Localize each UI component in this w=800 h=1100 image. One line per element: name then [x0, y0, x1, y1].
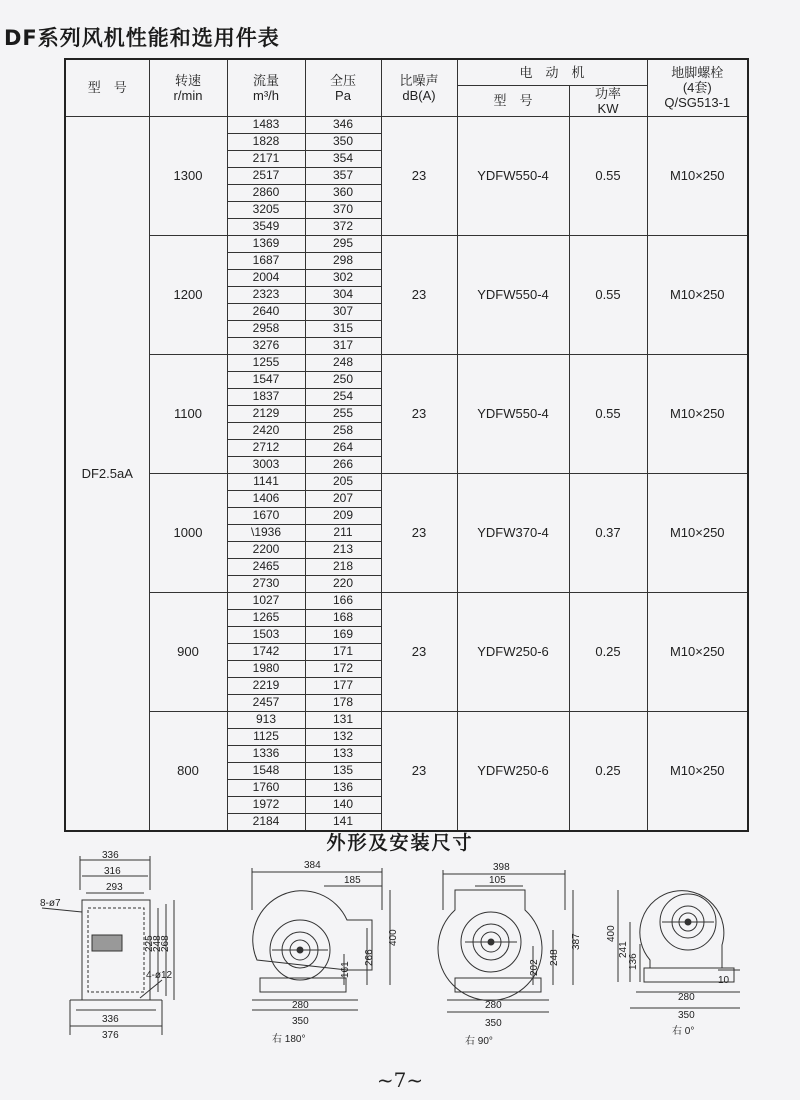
pressure-cell: 218 — [305, 558, 381, 575]
flow-cell: \1936 — [227, 524, 305, 541]
right-180-drawing — [232, 850, 407, 1050]
pressure-cell: 213 — [305, 541, 381, 558]
pressure-cell: 172 — [305, 660, 381, 677]
r180-dim-280: 280 — [292, 1000, 309, 1011]
pressure-cell: 178 — [305, 694, 381, 711]
noise-cell: 23 — [381, 711, 457, 831]
header-motor: 电 动 机 — [457, 59, 647, 85]
flow-cell: 3549 — [227, 218, 305, 235]
header-bolt: 地脚螺栓 (4套) Q/SG513-1 — [647, 59, 748, 116]
side-base-336: 336 — [102, 1014, 119, 1025]
pressure-cell: 207 — [305, 490, 381, 507]
bolt-cell: M10×250 — [647, 354, 748, 473]
header-pressure: 全压 Pa — [305, 59, 381, 116]
noise-cell: 23 — [381, 354, 457, 473]
flow-cell: 1547 — [227, 371, 305, 388]
speed-cell: 900 — [149, 592, 227, 711]
pressure-cell: 136 — [305, 779, 381, 796]
speed-cell: 1200 — [149, 235, 227, 354]
flow-cell: 1483 — [227, 116, 305, 133]
pressure-cell: 250 — [305, 371, 381, 388]
r0-dim-10: 10 — [718, 975, 730, 986]
pressure-cell: 205 — [305, 473, 381, 490]
header-power: 功率 KW — [569, 85, 647, 116]
speed-cell: 1300 — [149, 116, 227, 235]
flow-cell: 2420 — [227, 422, 305, 439]
table-row — [65, 354, 748, 371]
r180-dim-400: 400 — [388, 929, 399, 946]
flow-cell: 1972 — [227, 796, 305, 813]
pressure-cell: 248 — [305, 354, 381, 371]
flow-cell: 2171 — [227, 150, 305, 167]
flow-cell: 1760 — [227, 779, 305, 796]
r90-dim-350: 350 — [485, 1018, 502, 1029]
motor-model-cell: YDFW370-4 — [457, 473, 569, 592]
pressure-cell: 255 — [305, 405, 381, 422]
flow-cell: 913 — [227, 711, 305, 728]
flow-cell: 2712 — [227, 439, 305, 456]
flow-cell: 1336 — [227, 745, 305, 762]
flow-cell: 2958 — [227, 320, 305, 337]
r90-dim-280: 280 — [485, 1000, 502, 1011]
flow-cell: 2184 — [227, 813, 305, 831]
noise-cell: 23 — [381, 473, 457, 592]
performance-table-body — [65, 116, 748, 831]
side-holes-top: 8-ø7 — [40, 898, 61, 909]
speed-cell: 1100 — [149, 354, 227, 473]
power-cell: 0.25 — [569, 592, 647, 711]
flow-cell: 1687 — [227, 252, 305, 269]
flow-cell: 2465 — [227, 558, 305, 575]
noise-cell: 23 — [381, 592, 457, 711]
performance-table-wrap — [64, 58, 747, 832]
flow-cell: 1548 — [227, 762, 305, 779]
flow-cell: 1742 — [227, 643, 305, 660]
r180-caption: 右 180° — [272, 1034, 306, 1045]
pressure-cell: 133 — [305, 745, 381, 762]
pressure-cell: 177 — [305, 677, 381, 694]
pressure-cell: 264 — [305, 439, 381, 456]
r0-dim-400: 400 — [606, 925, 617, 942]
r0-dim-350: 350 — [678, 1010, 695, 1021]
pressure-cell: 295 — [305, 235, 381, 252]
pressure-cell: 171 — [305, 643, 381, 660]
pressure-cell: 317 — [305, 337, 381, 354]
power-cell: 0.37 — [569, 473, 647, 592]
pressure-cell: 132 — [305, 728, 381, 745]
r180-dim-266: 266 — [364, 949, 375, 966]
header-model: 型 号 — [65, 59, 149, 116]
r0-dim-280: 280 — [678, 992, 695, 1003]
flow-cell: 2457 — [227, 694, 305, 711]
table-row — [65, 473, 748, 490]
flow-cell: 1828 — [227, 133, 305, 150]
header-flow: 流量 m³/h — [227, 59, 305, 116]
speed-cell: 800 — [149, 711, 227, 831]
side-dim-336: 336 — [102, 850, 119, 861]
bolt-cell: M10×250 — [647, 711, 748, 831]
power-cell: 0.55 — [569, 235, 647, 354]
table-row — [65, 116, 748, 133]
pressure-cell: 266 — [305, 456, 381, 473]
flow-cell: 2517 — [227, 167, 305, 184]
side-dim-293: 293 — [106, 882, 123, 893]
speed-cell: 1000 — [149, 473, 227, 592]
pressure-cell: 354 — [305, 150, 381, 167]
drawing-title: 外形及安装尺寸 — [326, 832, 474, 854]
header-speed: 转速 r/min — [149, 59, 227, 116]
r90-dim-387: 387 — [571, 933, 582, 950]
motor-model-cell: YDFW550-4 — [457, 235, 569, 354]
motor-model-cell: YDFW550-4 — [457, 116, 569, 235]
flow-cell: 1027 — [227, 592, 305, 609]
flow-cell: 3205 — [227, 201, 305, 218]
r180-dim-185: 185 — [344, 875, 361, 886]
side-view-drawing — [40, 850, 215, 1050]
side-dim-248: 248 — [152, 935, 163, 952]
right-90-drawing — [425, 850, 590, 1050]
r180-dim-350: 350 — [292, 1016, 309, 1027]
pressure-cell: 315 — [305, 320, 381, 337]
r90-dim-202: 202 — [529, 959, 540, 976]
table-row — [65, 711, 748, 728]
page-title: DF系列风机性能和选用件表 — [4, 26, 280, 50]
pressure-cell: 211 — [305, 524, 381, 541]
r90-dim-248: 248 — [549, 949, 560, 966]
bolt-cell: M10×250 — [647, 235, 748, 354]
pressure-cell: 360 — [305, 184, 381, 201]
flow-cell: 2004 — [227, 269, 305, 286]
pressure-cell: 131 — [305, 711, 381, 728]
right-0-drawing — [600, 850, 765, 1050]
flow-cell: 1980 — [227, 660, 305, 677]
flow-cell: 1125 — [227, 728, 305, 745]
table-row — [65, 235, 748, 252]
pressure-cell: 346 — [305, 116, 381, 133]
r0-caption: 右 0° — [672, 1026, 695, 1037]
noise-cell: 23 — [381, 116, 457, 235]
pressure-cell: 258 — [305, 422, 381, 439]
bolt-cell: M10×250 — [647, 116, 748, 235]
side-holes-bottom: 4-ø12 — [146, 970, 173, 981]
power-cell: 0.55 — [569, 354, 647, 473]
header-motor-model: 型 号 — [457, 85, 569, 116]
pressure-cell: 169 — [305, 626, 381, 643]
flow-cell: 2323 — [227, 286, 305, 303]
r0-dim-241: 241 — [618, 941, 629, 958]
r180-dim-161: 161 — [340, 961, 351, 978]
table-row — [65, 592, 748, 609]
side-dim-268: 268 — [160, 935, 171, 952]
fan-model-cell: DF2.5aA — [65, 116, 149, 831]
motor-model-cell: YDFW250-6 — [457, 711, 569, 831]
flow-cell: 1503 — [227, 626, 305, 643]
pressure-cell: 168 — [305, 609, 381, 626]
flow-cell: 2219 — [227, 677, 305, 694]
flow-cell: 1141 — [227, 473, 305, 490]
motor-model-cell: YDFW550-4 — [457, 354, 569, 473]
pressure-cell: 209 — [305, 507, 381, 524]
pressure-cell: 304 — [305, 286, 381, 303]
pressure-cell: 357 — [305, 167, 381, 184]
flow-cell: 1369 — [227, 235, 305, 252]
pressure-cell: 166 — [305, 592, 381, 609]
flow-cell: 2200 — [227, 541, 305, 558]
r90-dim-398: 398 — [493, 862, 510, 873]
power-cell: 0.55 — [569, 116, 647, 235]
page-number: ~7~ — [376, 1068, 424, 1092]
pressure-cell: 140 — [305, 796, 381, 813]
flow-cell: 2640 — [227, 303, 305, 320]
power-cell: 0.25 — [569, 711, 647, 831]
flow-cell: 2730 — [227, 575, 305, 592]
pressure-cell: 350 — [305, 133, 381, 150]
pressure-cell: 254 — [305, 388, 381, 405]
flow-cell: 3276 — [227, 337, 305, 354]
pressure-cell: 370 — [305, 201, 381, 218]
bolt-cell: M10×250 — [647, 473, 748, 592]
r180-dim-384: 384 — [304, 860, 321, 871]
pressure-cell: 372 — [305, 218, 381, 235]
header-noise: 比噪声 dB(A) — [381, 59, 457, 116]
flow-cell: 2129 — [227, 405, 305, 422]
flow-cell: 1406 — [227, 490, 305, 507]
pressure-cell: 302 — [305, 269, 381, 286]
motor-model-cell: YDFW250-6 — [457, 592, 569, 711]
pressure-cell: 298 — [305, 252, 381, 269]
pressure-cell: 135 — [305, 762, 381, 779]
side-base-376: 376 — [102, 1030, 119, 1041]
performance-table — [64, 58, 749, 832]
flow-cell: 1670 — [227, 507, 305, 524]
r90-caption: 右 90° — [465, 1036, 493, 1047]
noise-cell: 23 — [381, 235, 457, 354]
r0-dim-136: 136 — [628, 953, 639, 970]
flow-cell: 1265 — [227, 609, 305, 626]
r90-dim-105: 105 — [489, 875, 506, 886]
flow-cell: 1255 — [227, 354, 305, 371]
bolt-cell: M10×250 — [647, 592, 748, 711]
pressure-cell: 307 — [305, 303, 381, 320]
side-dim-225: 225 — [144, 935, 155, 952]
pressure-cell: 141 — [305, 813, 381, 831]
flow-cell: 3003 — [227, 456, 305, 473]
flow-cell: 2860 — [227, 184, 305, 201]
pressure-cell: 220 — [305, 575, 381, 592]
flow-cell: 1837 — [227, 388, 305, 405]
side-dim-316: 316 — [104, 866, 121, 877]
